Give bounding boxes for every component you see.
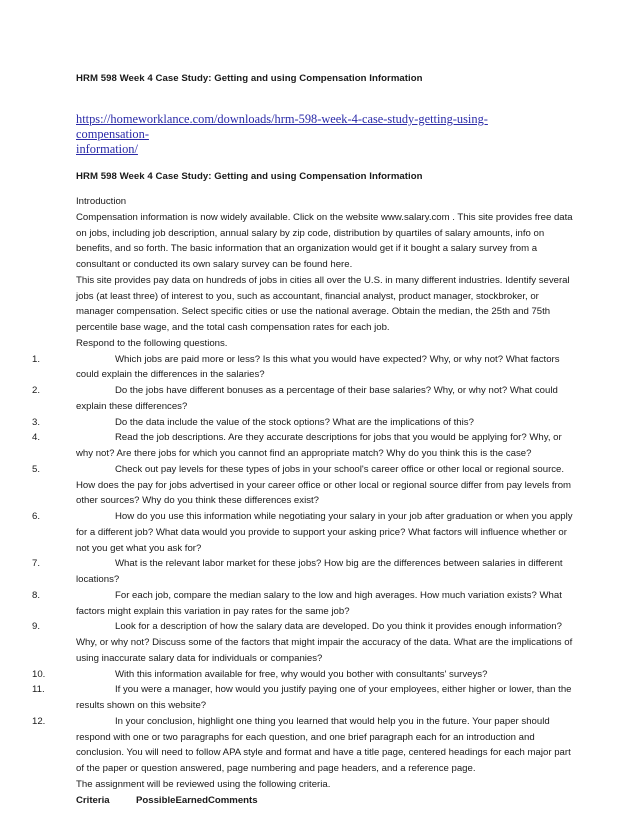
question-text: How do you use this information while negotiating your salary in your job after graduation or when you apply for a different job? What data would you provide to support your asking price? What factors will influence whether or not you get what you ask for? [76,511,573,554]
question-number: 8. [32,589,41,601]
question-number: 12. [32,715,46,727]
question-number: 3. [32,416,41,428]
question-text: Read the job descriptions. Are they accurate descriptions for jobs that you would be applying for? Why, or why not? Are there jobs for which you cannot find an appropriate match? Why do you think this is the case? [76,432,562,459]
question-number: 1. [32,353,41,365]
question-number: 5. [32,463,41,475]
question-item [32,415,576,431]
question-text: What is the relevant labor market for these jobs? How big are the differences between salaries in different locations? [76,558,563,585]
question-number: 7. [32,558,41,570]
question-item [32,714,576,777]
intro-paragraph-1: Compensation information is now widely available. Click on the website www.salary.com . This site provides free data on jobs, including job description, annual salary by zip code, distribution by quartiles of salary amounts, info on benefits, and so forth. The basic information that an organization would get if it bought a salary survey from a consultant or conducted its own salary survey can be found here. [76,211,573,270]
question-item [32,383,576,415]
question-text: Look for a description of how the salary data are developed. Do you think it provides enough information? Why, or why not? Discuss some of the factors that might impair the accuracy of the data. What are the implications of using inaccurate salary data for individuals or companies? [76,621,573,664]
question-text: In your conclusion, highlight one thing you learned that would help you in the future. Your paper should respond with one or two paragraphs for each question, and one brief paragraph each for an introduction and conclusion. You will need to follow APA style and format and have a title page, centered headings for each major part of the paper or question answered, page numbering and page headers, and a reference page. [76,715,571,774]
question-item [32,556,576,588]
question-number: 2. [32,385,41,396]
question-number: 6. [32,511,41,522]
criteria-label: Criteria [76,794,110,806]
question-item [32,430,576,462]
criteria-header-row [76,793,576,809]
question-item [32,682,576,714]
closing-line: The assignment will be reviewed using the following criteria. [76,778,331,790]
question-number: 9. [32,621,41,633]
question-number: 4. [32,432,41,444]
source-link-line-2[interactable]: information/ [76,142,138,156]
question-text: If you were a manager, how would you justify paying one of your employees, either higher or lower, than the results shown on this website? [76,684,572,711]
question-number: 11. [32,684,45,696]
question-item [32,588,576,620]
question-text: Check out pay levels for these types of jobs in your school's career office or other local or regional source. How does the pay for jobs advertised in your career office or other local or regional source differ from pay levels from other sources? Why do you think these differences exist? [76,463,572,507]
question-number: 10. [32,668,46,680]
question-text: With this information available for free, why would you bother with consultants' surveys? [115,668,488,680]
question-text: Do the data include the value of the stock options? What are the implications of this? [115,416,474,428]
question-item [32,667,576,683]
source-link[interactable] [76,112,536,157]
question-text: Do the jobs have different bonuses as a percentage of their base salaries? Why, or why not? What could explain these differences? [76,385,558,412]
criteria-columns: PossibleEarnedComments [136,794,258,806]
question-item [32,462,576,509]
source-link-line-1[interactable]: https://homeworklance.com/downloads/hrm-598-week-4-case-study-getting-using-compensation- [76,112,488,141]
question-text: For each job, compare the median salary to the low and high averages. How much variation exists? What factors might explain this variation in pay rates for the same job? [76,589,562,617]
question-item [32,352,576,384]
intro-paragraph-3: Respond to the following questions. [76,337,228,349]
document-title: HRM 598 Week 4 Case Study: Getting and using Compensation Information [76,73,423,84]
document-body [32,194,576,809]
section-title: HRM 598 Week 4 Case Study: Getting and using Compensation Information [76,171,423,182]
question-text: Which jobs are paid more or less? Is this what you would have expected? Why, or why not? What factors could explain the differences in the salaries? [76,353,560,381]
intro-heading: Introduction [76,196,127,207]
intro-paragraph-2: This site provides pay data on hundreds of jobs in cities all over the U.S. in many different industries. Identify several jobs (at least three) of interest to you, such as accountant, financial analyst, product manager, stockbroker, or manager compensation. Select specific cities or use the national average. Obtain the median, the 25th and 75th percentile base wage, and the total cash compensation rates for each job. [76,274,570,333]
question-item [32,619,576,666]
question-item [32,509,576,556]
